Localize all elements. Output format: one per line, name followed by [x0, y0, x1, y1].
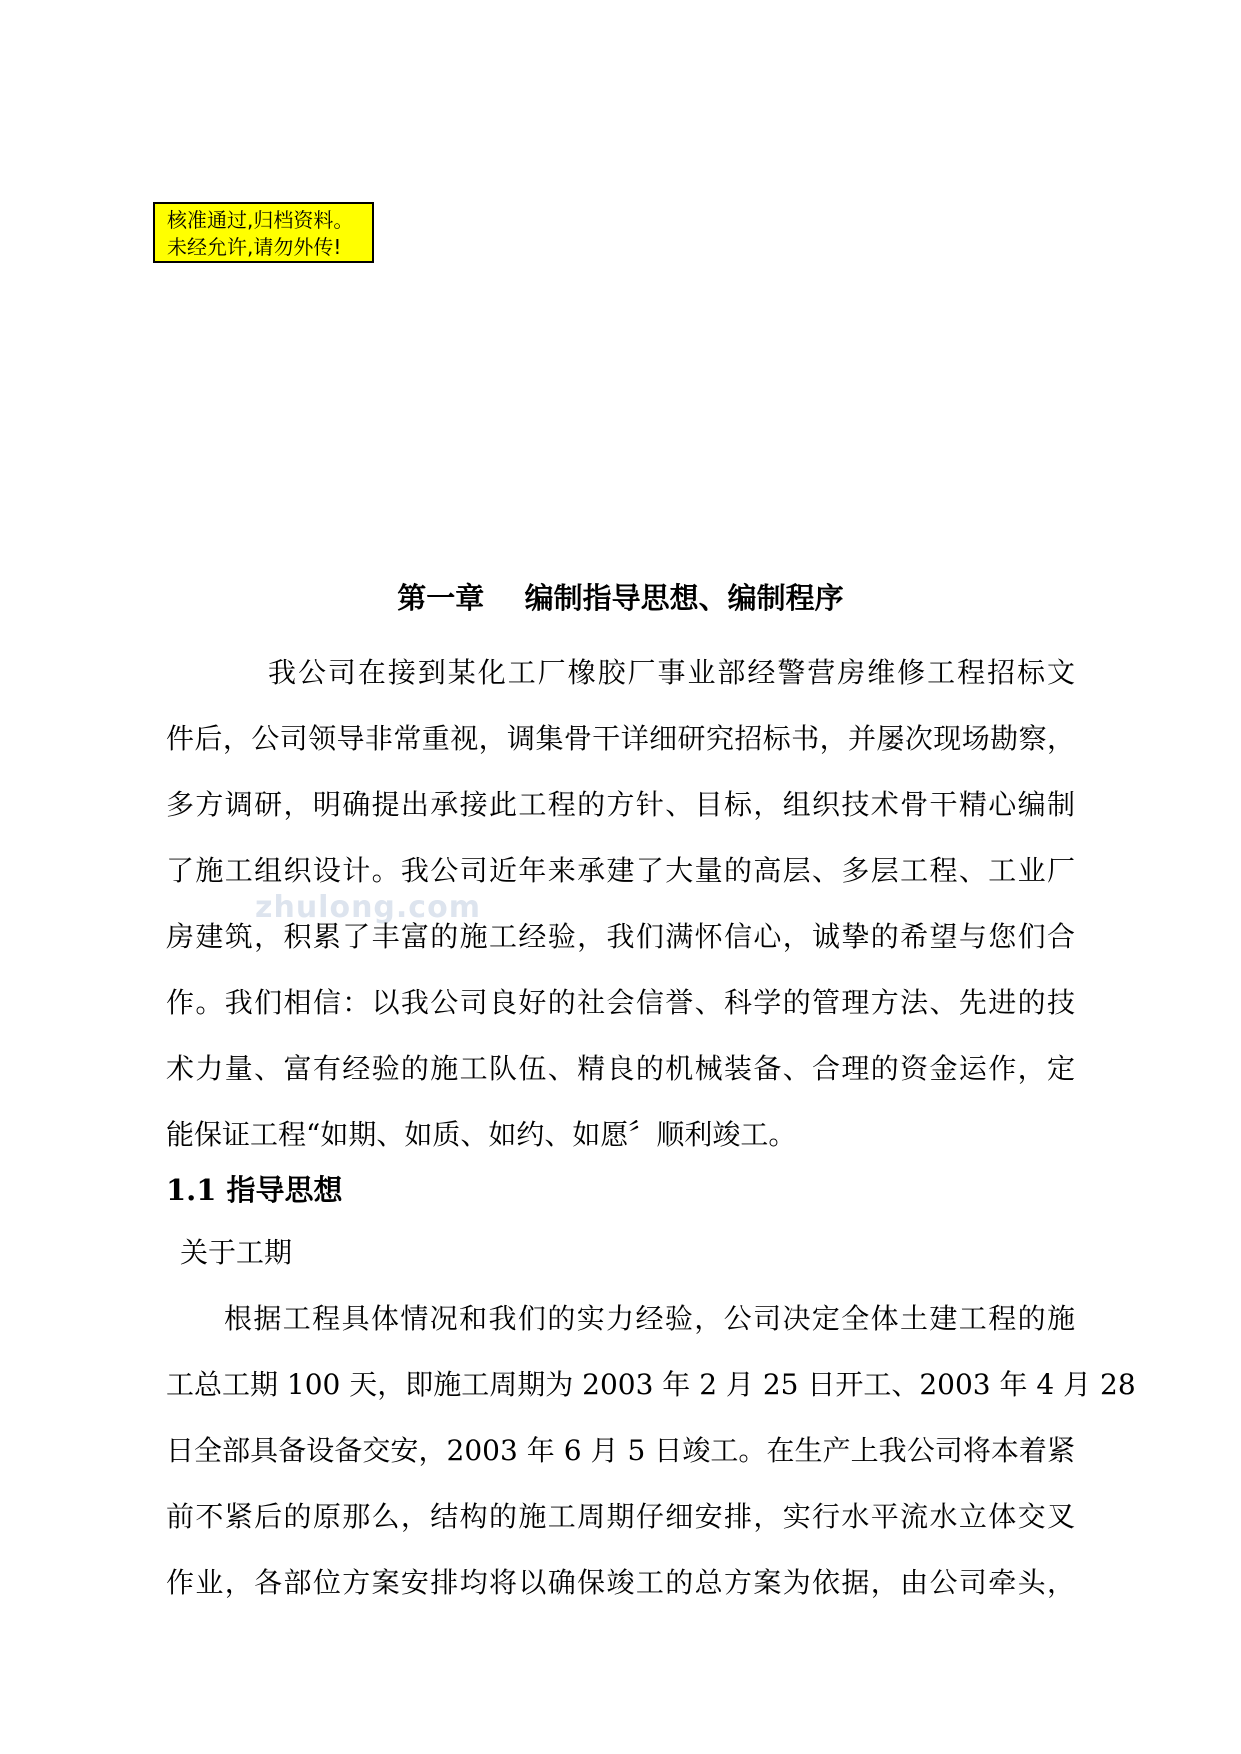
- paragraph-line: 术力量、富有经验的施工队伍、精良的机械装备、合理的资金运作，定: [166, 1052, 1075, 1085]
- paragraph-line: 多方调研，明确提出承接此工程的方针、目标，组织技术骨干精心编制: [166, 788, 1075, 821]
- stamp-line-1: 核准通过,归档资料。: [167, 208, 354, 232]
- paragraph-line: 前不紧后的原那么，结构的施工周期仔细安排，实行水平流水立体交叉: [166, 1500, 1075, 1533]
- paragraph-line: 作。我们相信：以我公司良好的社会信誉、科学的管理方法、先进的技: [166, 986, 1075, 1019]
- watermark: zhulong.com: [255, 890, 481, 925]
- approval-stamp: [153, 202, 374, 263]
- paragraph-line: 根据工程具体情况和我们的实力经验，公司决定全体土建工程的施: [224, 1302, 1075, 1335]
- subheading: 关于工期: [180, 1236, 293, 1269]
- section-heading: 1.1 指导思想: [166, 1173, 343, 1207]
- paragraph-line: 件后，公司领导非常重视，调集骨干详细研究招标书，并屡次现场勘察，: [166, 722, 1075, 755]
- paragraph-line: 房建筑，积累了丰富的施工经验，我们满怀信心，诚挚的希望与您们合: [166, 920, 1075, 953]
- intro-paragraph: [166, 640, 1075, 1168]
- chapter-title: 第一章 编制指导思想、编制程序: [397, 581, 844, 615]
- stamp-line-2: 未经允许,请勿外传!: [167, 235, 342, 259]
- paragraph-line: 工总工期 100 天，即施工周期为 2003 年 2 月 25 日开工、2003 年 4 月 28: [166, 1368, 1136, 1401]
- paragraph-line: 能保证工程“如期、如质、如约、如愿〞顺利竣工。: [166, 1118, 797, 1151]
- paragraph-line: 作业，各部位方案安排均将以确保竣工的总方案为依据，由公司牵头，: [166, 1566, 1075, 1599]
- schedule-paragraph: [166, 1286, 1136, 1616]
- paragraph-line: 日全部具备设备交安，2003 年 6 月 5 日竣工。在生产上我公司将本着紧: [166, 1434, 1075, 1467]
- paragraph-line: 了施工组织设计。我公司近年来承建了大量的高层、多层工程、工业厂: [166, 854, 1075, 887]
- paragraph-line: 我公司在接到某化工厂橡胶厂事业部经警营房维修工程招标文: [268, 656, 1075, 689]
